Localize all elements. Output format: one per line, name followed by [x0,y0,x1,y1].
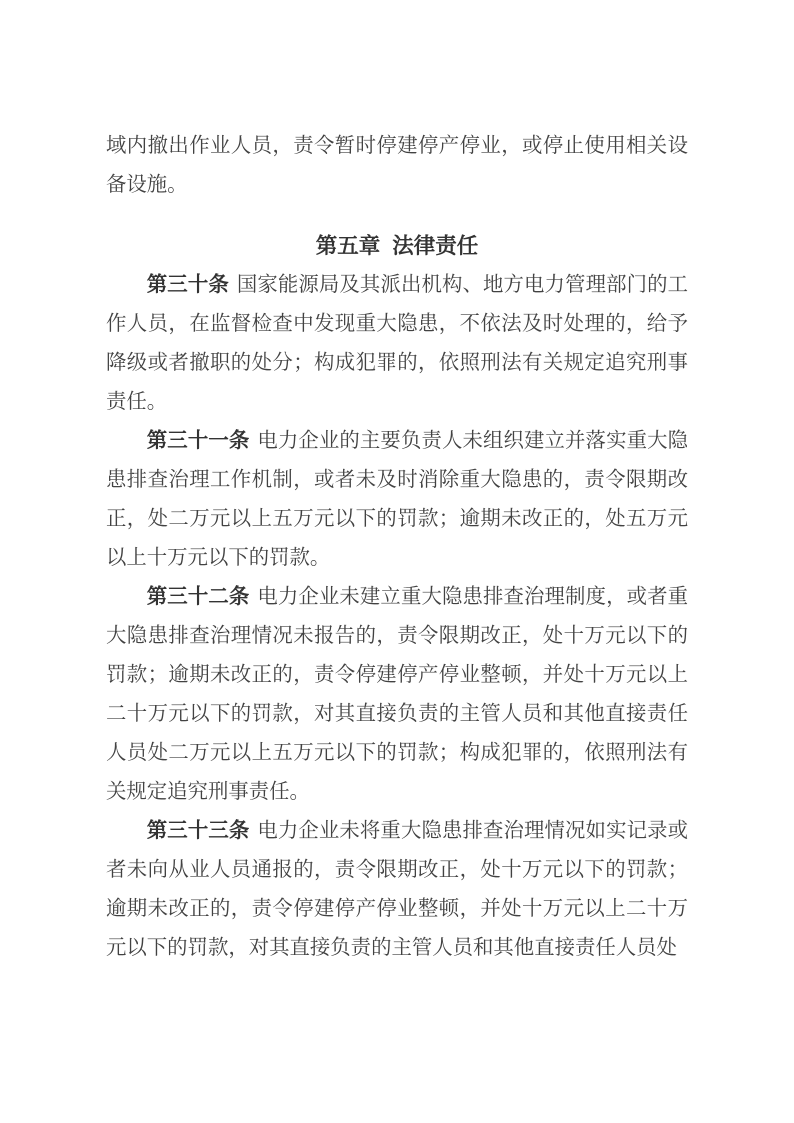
document-content [106,127,688,968]
article-32-body: 电力企业未建立重大隐患排查治理制度，或者重大隐患排查治理情况未报告的，责令限期改正，处十万元以下的罚款；逾期未改正的，责令停建停产停业整顿，并处十万元以上二十万元以下的罚款，对其直接负责的主管人员和其他直接责任人员处二万元以上五万元以下的罚款；构成犯罪的，依照刑法有关规定追究刑事责任。 [106,586,688,803]
article-30-body: 国家能源局及其派出机构、地方电力管理部门的工作人员，在监督检查中发现重大隐患，不依法及时处理的，给予降级或者撤职的处分；构成犯罪的，依照刑法有关规定追究刑事责任。 [106,274,689,413]
chapter-heading: 第五章 法律责任 [315,234,479,258]
article-32-number: 第三十二条 [146,586,250,608]
article-31-body: 电力企业的主要负责人未组织建立并落实重大隐患排查治理工作机制，或者未及时消除重大隐患的，责令限期改正，处二万元以上五万元以下的罚款；逾期未改正的，处五万元以上十万元以下的罚款。 [106,430,688,569]
article-30-number: 第三十条 [146,274,229,296]
leading-paragraph: 域内撤出作业人员，责令暂时停建停产停业，或停止使用相关设备设施。 [106,135,688,196]
article-32 [106,578,688,812]
article-31 [106,422,688,578]
article-30 [106,266,688,422]
article-33 [106,812,688,968]
article-33-body: 电力企业未将重大隐患排查治理情况如实记录或者未向从业人员通报的，责令限期改正，处十万元以下的罚款；逾期未改正的，责令停建停产停业整顿，并处十万元以上二十万元以下的罚款，对其直接负责的主管人员和其他直接责任人员处 [106,820,688,959]
article-33-number: 第三十三条 [146,820,250,842]
article-31-number: 第三十一条 [146,430,250,452]
